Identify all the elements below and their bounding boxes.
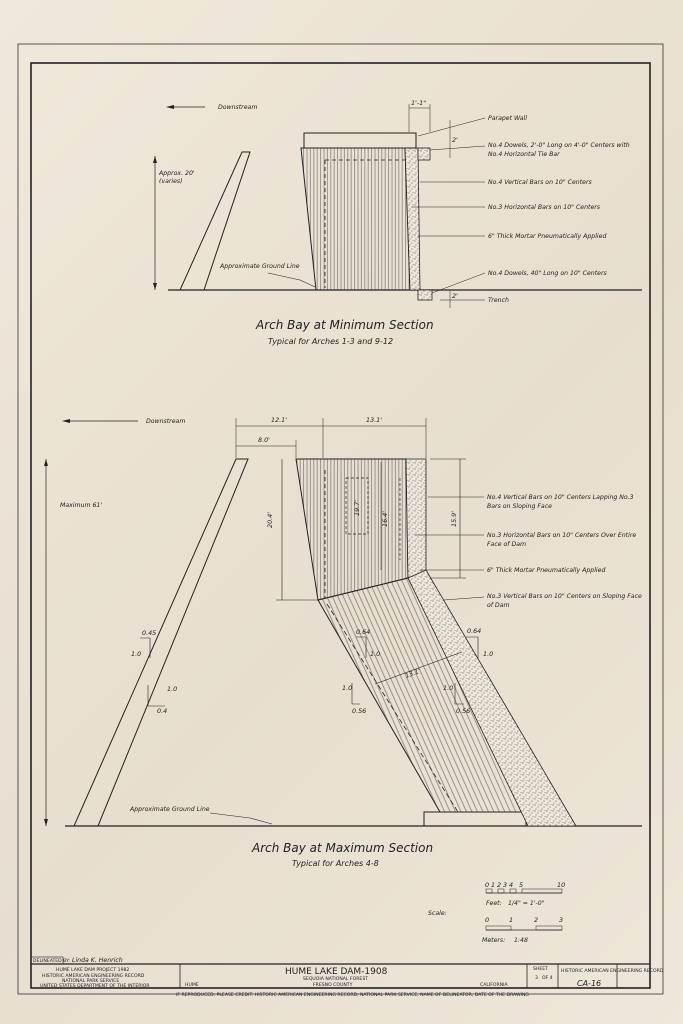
max-callout-horiz-a: No.3 Horizontal Bars on 10" Centers Over Entire xyxy=(487,532,637,539)
callout-trench: Trench xyxy=(488,297,509,304)
sub-title: SEQUOIA NATIONAL FOREST xyxy=(303,977,369,982)
max-dim-204: 20.4' xyxy=(266,512,274,528)
min-dim-trench: 2' xyxy=(452,292,458,300)
meters-tick-0: 0 xyxy=(485,916,490,924)
callout-vertical: No.4 Vertical Bars on 10" Centers xyxy=(488,179,592,186)
min-dim-top: 1'-1" xyxy=(411,99,427,107)
feet-tick-0: 0 xyxy=(485,881,490,889)
feet-tick-10: 10 xyxy=(557,881,566,889)
min-section-title: Arch Bay at Minimum Section xyxy=(256,318,434,332)
sheet-label: SHEET xyxy=(533,967,548,972)
max-section-drawing xyxy=(44,418,642,826)
max-callout-mortar: 6" Thick Mortar Pneumatically Applied xyxy=(487,567,606,574)
slope-c-top: 0.64 xyxy=(356,628,371,636)
meters-tick-1: 1 xyxy=(509,916,514,924)
delineator-name: Linda K. Henrich xyxy=(72,957,123,964)
meters-tick-2: 2 xyxy=(534,916,539,924)
min-height-note: (varies) xyxy=(159,178,183,185)
max-callout-vert-b: Bars on Sloping Face xyxy=(487,503,552,510)
meters-label: Meters: xyxy=(482,937,506,944)
slope-a-top: 0.45 xyxy=(142,629,157,637)
min-height: Approx. 20' xyxy=(159,170,195,177)
max-dim-top8: 8.0' xyxy=(258,436,270,444)
footer-credit: IF REPRODUCED, PLEASE CREDIT: HISTORIC AMERICAN ENGINEERING RECORD, NATIONAL PARK SERVICE, NAME OF DELINEATOR, DATE OF THE DRAWING xyxy=(176,993,529,998)
feet-tick-4: 4 xyxy=(509,881,514,889)
max-section-title: Arch Bay at Maximum Section xyxy=(252,841,434,855)
county: FRESNO COUNTY xyxy=(313,983,353,988)
slope-b-one: 1.0 xyxy=(167,685,178,693)
slope-f-top: 0.64 xyxy=(467,627,482,635)
min-section-subtitle: Typical for Arches 1-3 and 9-12 xyxy=(268,337,394,346)
feet-tick-2: 2 xyxy=(497,881,502,889)
slope-d-one: 1.0 xyxy=(342,684,353,692)
delineated-label: DELINEATED BY: xyxy=(33,959,70,964)
state: CALIFORNIA xyxy=(480,983,508,988)
max-dim-right: 13.1' xyxy=(366,416,382,424)
haer-number: CA-16 xyxy=(577,979,602,988)
callout-dowels-b: No.4 Horizontal Tie Bar xyxy=(488,151,560,158)
scale-label: Scale: xyxy=(428,910,447,917)
slope-f-one: 1.0 xyxy=(483,650,494,658)
agency-line-2: NATIONAL PARK SERVICE xyxy=(62,979,120,984)
min-dim-parapet: 2' xyxy=(452,136,458,144)
slope-a-one: 1.0 xyxy=(131,650,142,658)
max-section-subtitle: Typical for Arches 4-8 xyxy=(292,859,379,868)
max-dim-left: 12.1' xyxy=(271,416,287,424)
max-dim-197: 19.7' xyxy=(353,500,361,516)
feet-tick-3: 3 xyxy=(503,881,508,889)
callout-horizontal: No.3 Horizontal Bars on 10" Centers xyxy=(488,204,601,211)
meters-tick-3: 3 xyxy=(559,916,564,924)
agency-line-1: HISTORIC AMERICAN ENGINEERING RECORD xyxy=(42,974,145,979)
slope-c-one: 1.0 xyxy=(370,650,381,658)
sheet-of: OF 4 xyxy=(542,976,553,981)
town: HUME xyxy=(185,983,199,988)
max-callout-vert-a: No.4 Vertical Bars on 10" Centers Lapping No.3 xyxy=(487,494,634,501)
max-callout-horiz-b: Face of Dam xyxy=(487,541,527,548)
feet-label: Feet: xyxy=(486,900,502,907)
max-dim-159: 15.9' xyxy=(450,511,458,527)
slope-d-bot: 0.56 xyxy=(352,707,367,715)
sheet-number: 3 xyxy=(535,976,538,981)
project-name: HUME LAKE DAM PROJECT 1982 xyxy=(56,968,130,973)
meters-ratio: 1:48 xyxy=(514,937,528,944)
slope-e-one: 1.0 xyxy=(443,684,454,692)
feet-tick-5: 5 xyxy=(519,881,524,889)
max-dim-131: 13.1' xyxy=(403,666,422,680)
feet-ratio: 1/4" = 1'-0" xyxy=(508,900,545,907)
min-downstream: Downstream xyxy=(218,104,258,111)
slope-b-bot: 0.4 xyxy=(157,707,168,715)
agency-line-3: UNITED STATES DEPARTMENT OF THE INTERIOR xyxy=(40,984,150,989)
callout-dowels-a: No.4 Dowels, 2'-0" Long on 4'-0" Centers with xyxy=(488,142,630,149)
min-ground-line: Approximate Ground Line xyxy=(220,263,300,270)
main-title: HUME LAKE DAM-1908 xyxy=(285,967,388,977)
max-callout-slope-b: of Dam xyxy=(487,602,510,609)
slope-e-bot: 0.56 xyxy=(456,707,471,715)
feet-tick-1: 1 xyxy=(491,881,496,889)
record-name: HISTORIC AMERICAN ENGINEERING RECORD xyxy=(561,969,664,974)
max-callout-slope-a: No.3 Vertical Bars on 10" Centers on Sloping Face xyxy=(487,593,642,600)
max-dim-164: 16.4' xyxy=(381,511,389,527)
callout-mortar: 6" Thick Mortar Pneumatically Applied xyxy=(488,233,607,240)
max-ground-line: Approximate Ground Line xyxy=(130,806,210,813)
callout-dowels-40: No.4 Dowels, 40" Long on 10" Centers xyxy=(488,270,607,277)
callout-parapet: Parapet Wall xyxy=(488,115,527,122)
max-height: Maximum 61' xyxy=(60,502,103,509)
graphic-scale xyxy=(486,889,562,930)
max-downstream: Downstream xyxy=(146,418,186,425)
